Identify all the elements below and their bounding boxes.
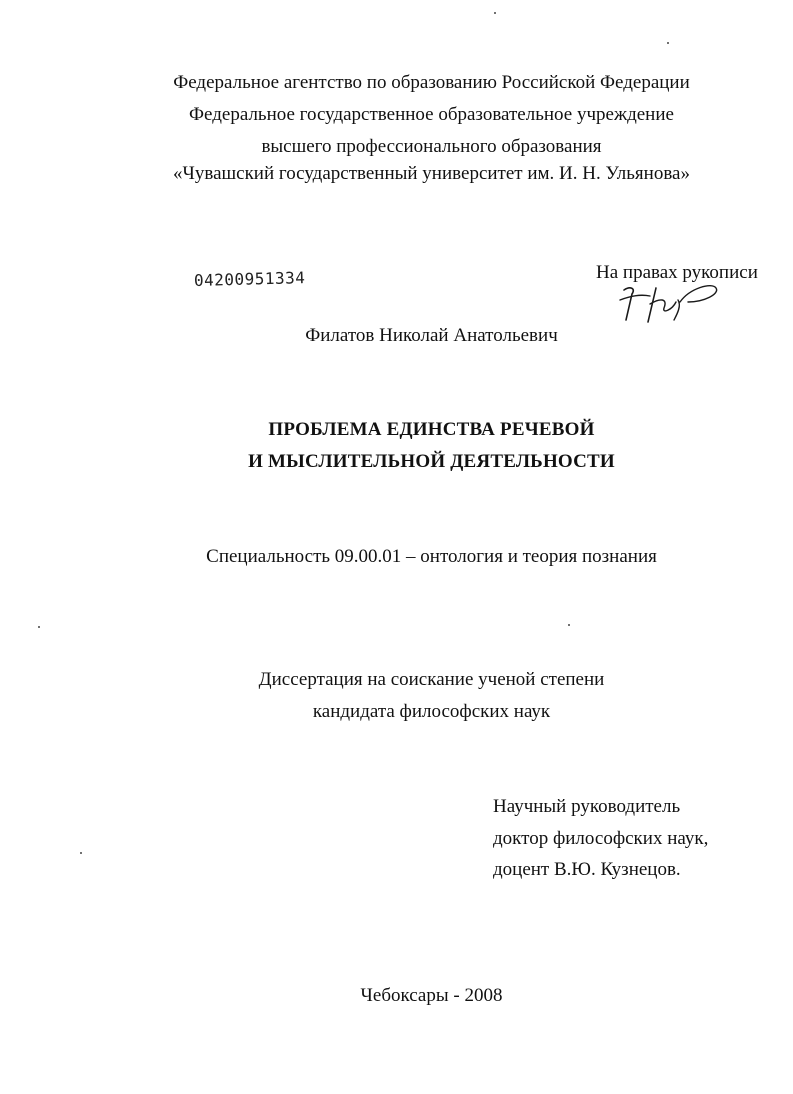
city-year: Чебоксары - 2008 [360,985,503,1006]
supervisor-line-2: доктор философских наук, [493,828,709,849]
signature-icon [616,280,726,324]
scan-speck [667,42,669,44]
scan-speck [568,624,570,626]
institution-line-4: «Чувашский государственный университет им. И. Н. Ульянова» [173,163,690,184]
scan-speck [80,852,82,854]
title-line-1: ПРОБЛЕМА ЕДИНСТВА РЕЧЕВОЙ [268,419,595,440]
author-name: Филатов Николай Анатольевич [305,325,558,346]
supervisor-line-3: доцент В.Ю. Кузнецов. [493,859,681,880]
institution-line-2: Федеральное государственное образовательное учреждение [189,104,674,125]
specialty: Специальность 09.00.01 – онтология и теория познания [206,546,657,567]
manuscript-rights: На правах рукописи [596,262,758,283]
scan-speck [494,12,496,14]
dissertation-line-1: Диссертация на соискание ученой степени [258,669,605,690]
scan-speck [38,626,40,628]
institution-line-1: Федеральное агентство по образованию Российской Федерации [173,72,690,93]
inventory-number: 04200951334 [193,268,306,290]
supervisor-line-1: Научный руководитель [493,796,681,817]
institution-line-3: высшего профессионального образования [261,136,602,157]
title-line-2: И МЫСЛИТЕЛЬНОЙ ДЕЯТЕЛЬНОСТИ [248,451,615,472]
dissertation-line-2: кандидата философских наук [312,701,551,722]
